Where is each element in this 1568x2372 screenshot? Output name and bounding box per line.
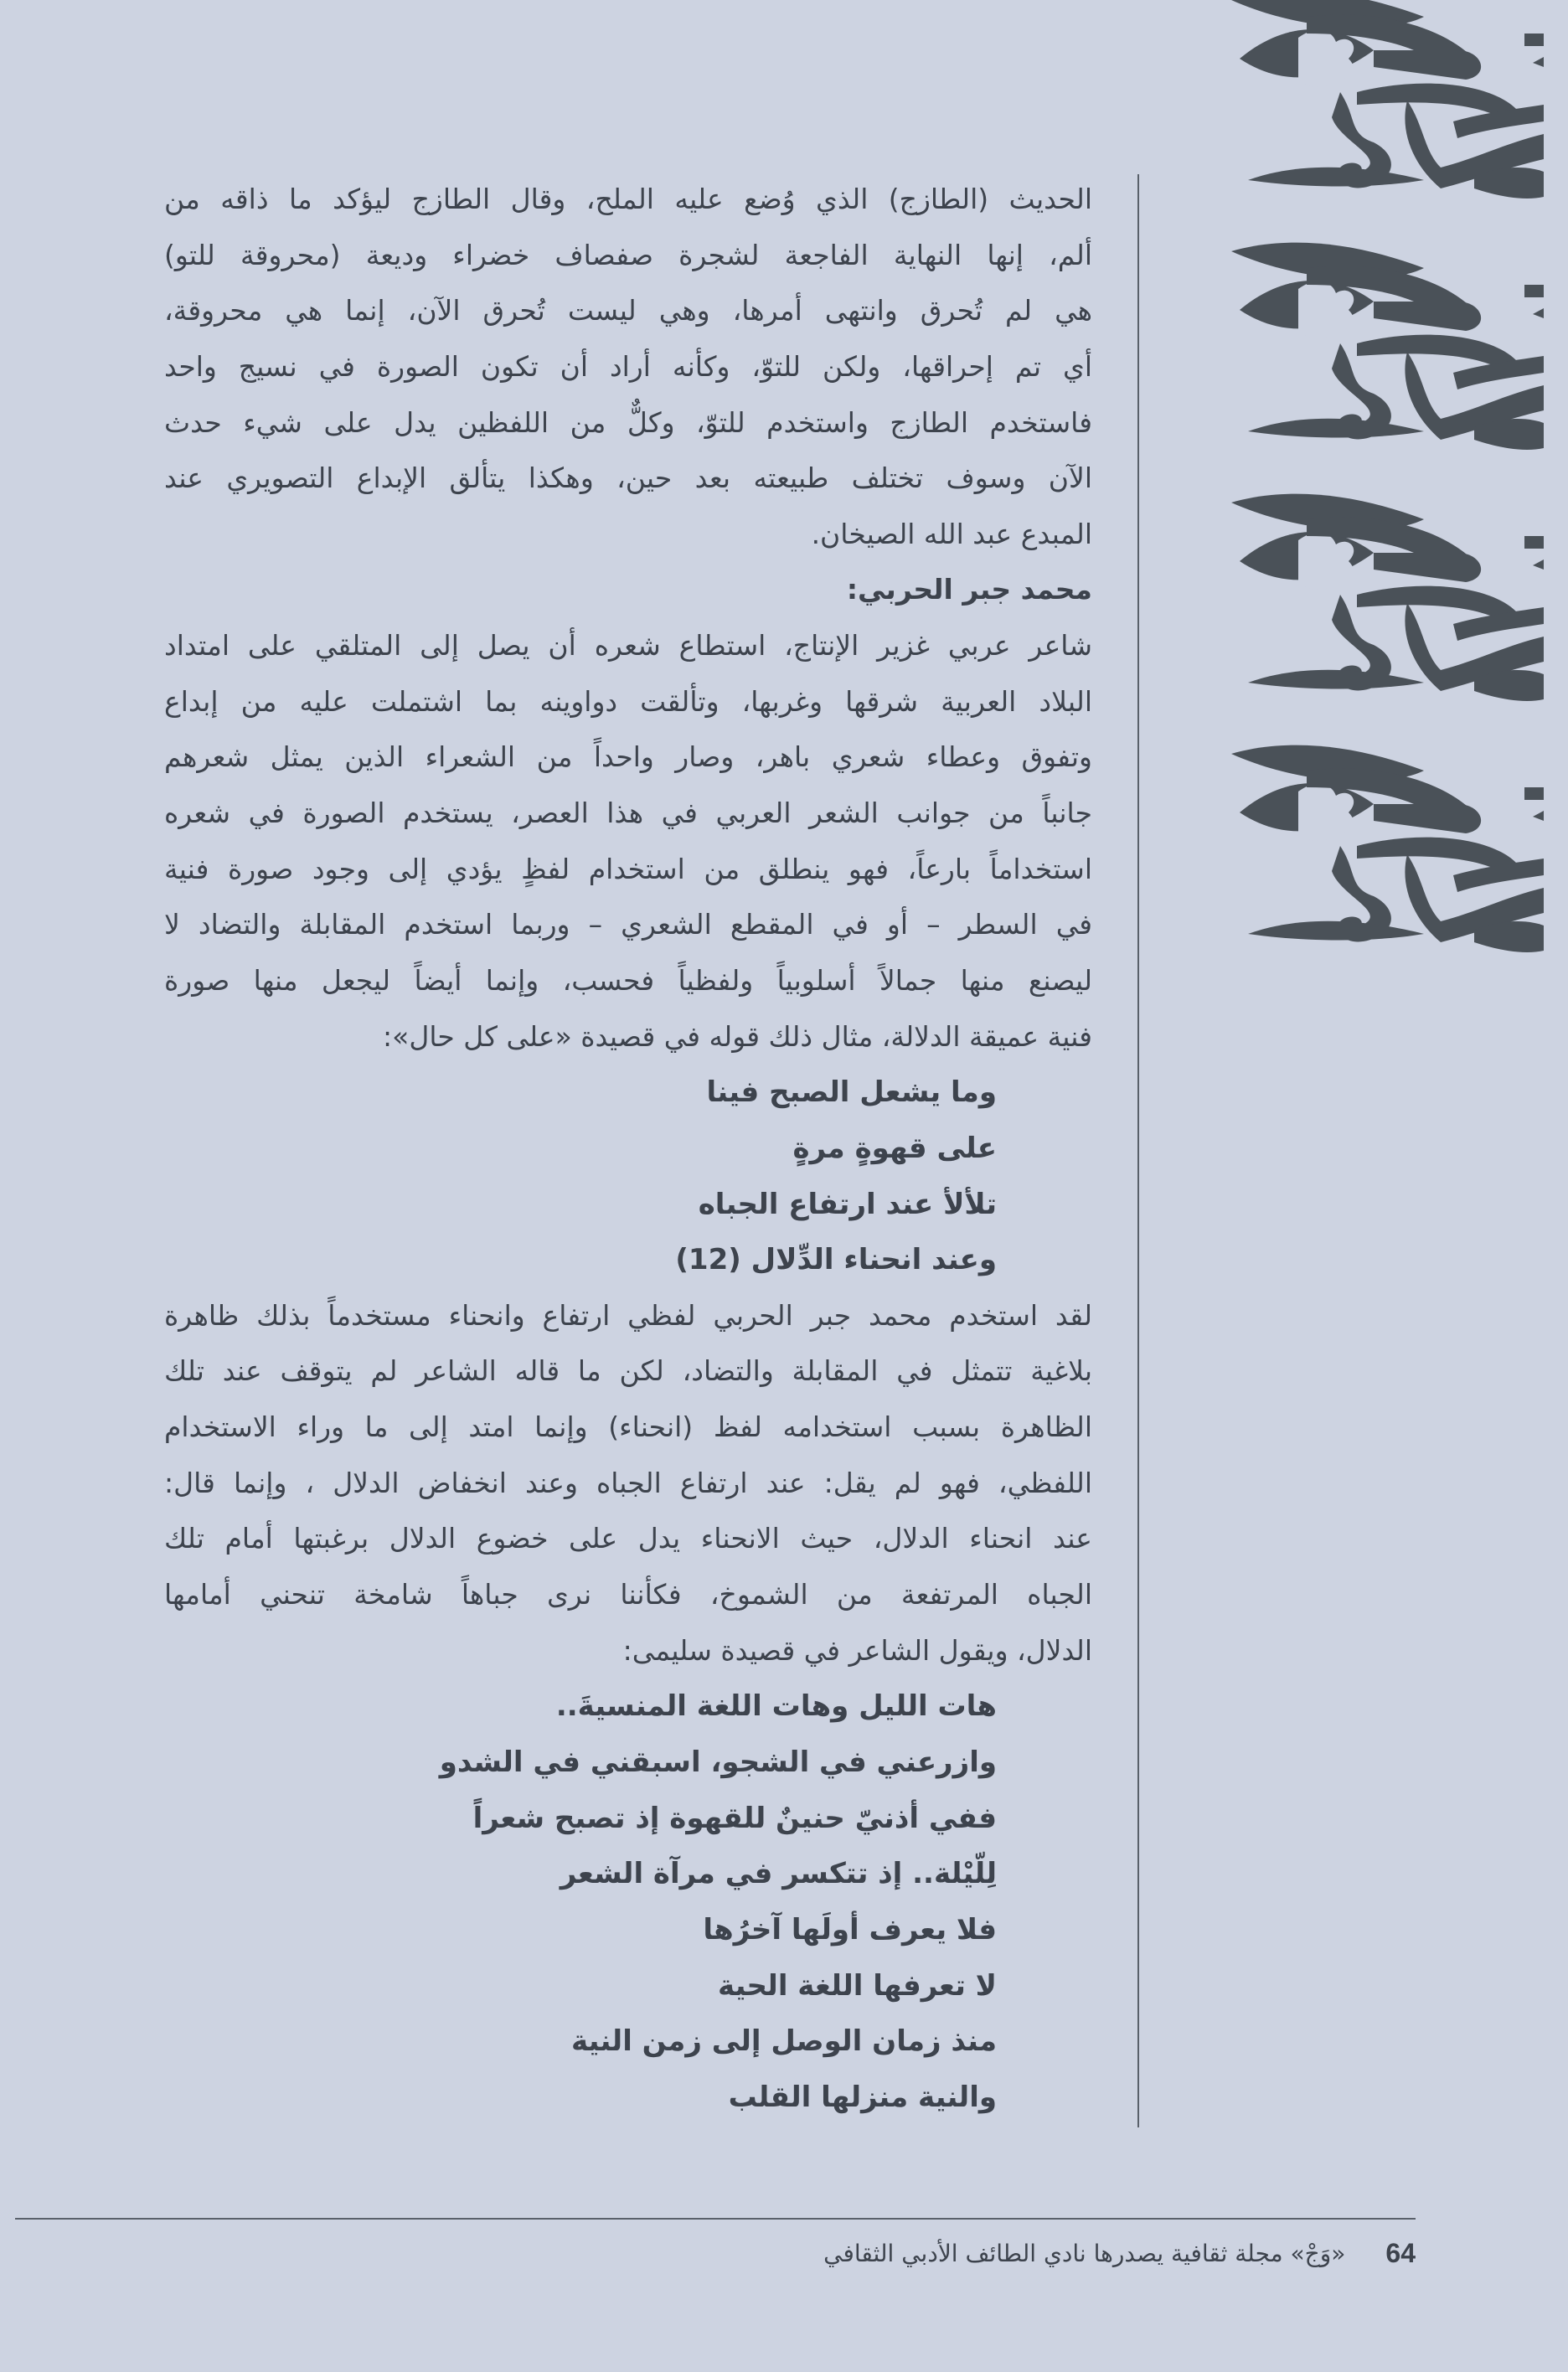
body-line: ألم، إنها النهاية الفاجعة لشجرة صفصاف خضراء وديعة (محروقة للتو) (164, 238, 1092, 271)
poem-line: منذ زمان الوصل إلى زمن النية (571, 2024, 997, 2059)
body-line: البلاد العربية شرقها وغربها، وتألقت دواوينه بما اشتملت عليه من إبداع (164, 684, 1092, 718)
poem-line: وازرعني في الشجو، اسبقني في الشدو (439, 1745, 997, 1779)
body-line: شاعر عربي غزير الإنتاج، استطاع شعره أن يصل إلى المتلقي على امتداد (164, 629, 1092, 663)
poem-line: والنية منزلها القلب (728, 2080, 997, 2114)
body-line: فنية عميقة الدلالة، مثال ذلك قوله في قصيدة «على كل حال»: (383, 1019, 1092, 1053)
poem-line: لِلّيْلة.. إذ تتكسر في مرآة الشعر (560, 1857, 997, 1891)
body-line: الجباه المرتفعة من الشموخ، فكأننا نرى جباهاً شامخة تنحني أمامها (164, 1578, 1092, 1611)
footer-divider (15, 2218, 1416, 2220)
magazine-tagline: «وَجْ» مجلة ثقافية يصدرها نادي الطائف الأدبي الثقافي (823, 2239, 1346, 2267)
body-line: جانباً من جوانب الشعر العربي في هذا العصر، يستخدم الصورة في شعره (164, 797, 1092, 830)
section-heading: محمد جبر الحربي: (846, 573, 1092, 606)
page-number: 64 (1385, 2237, 1416, 2268)
poem-line: وعند انحناء الدِّلال (12) (675, 1243, 997, 1277)
body-line: استخداماً بارعاً، فهو ينطلق من استخدام لفظٍ يؤدي إلى وجود صورة فنية (164, 852, 1092, 885)
body-line: الحديث (الطازج) الذي وُضع عليه الملح، وقال الطازج ليؤكد ما ذاقه من (164, 183, 1092, 215)
body-line: الآن وسوف تختلف طبيعته بعد حين، وهكذا يتألق الإبداع التصويري عند (164, 462, 1092, 495)
body-line: الدلال، ويقول الشاعر في قصيدة سليمى: (622, 1633, 1092, 1667)
body-line: لقد استخدم محمد جبر الحربي لفظي ارتفاع وانحناء مستخدماً بذلك ظاهرة (164, 1298, 1092, 1332)
body-line: هي لم تُحرق وانتهى أمرها، وهي ليست تُحرق الآن، إنما هي محروقة، (164, 294, 1092, 327)
body-line: عند انحناء الدلال، حيث الانحناء يدل على خضوع الدلال برغبتها أمام تلك (164, 1522, 1092, 1555)
body-line: الظاهرة بسبب استخدامه لفظ (انحناء) وإنما امتد إلى ما وراء الاستخدام (164, 1410, 1092, 1444)
arabesque-ornament (1206, 0, 1568, 1055)
poem-line: فلا يعرف أولَها آخرُها (703, 1912, 997, 1947)
column-divider (1137, 174, 1139, 2127)
poem-line: وما يشعل الصبح فينا (706, 1075, 997, 1110)
poem-line: ففي أذنيّ حنينٌ للقهوة إذ تصبح شعراً (472, 1801, 997, 1835)
poem-line: على قهوةٍ مرةٍ (792, 1131, 997, 1165)
poem-line: تلألأ عند ارتفاع الجباه (698, 1187, 997, 1221)
poem-line: هات الليل وهات اللغة المنسيةَ.. (555, 1689, 997, 1724)
body-line: فاستخدم الطازج واستخدم للتوّ، وكلٌّ من اللفظين يدل على شيء حدث (164, 405, 1092, 439)
body-line: المبدع عبد الله الصيخان. (811, 517, 1092, 550)
body-line: في السطر – أو في المقطع الشعري – وربما استخدم المقابلة والتضاد لا (164, 908, 1092, 941)
body-line: بلاغية تتمثل في المقابلة والتضاد، لكن ما قاله الشاعر لم يتوقف عند تلك (164, 1354, 1092, 1388)
article-body (164, 172, 1092, 2125)
poem-line: لا تعرفها اللغة الحية (718, 1968, 997, 2003)
page-footer (15, 2228, 1416, 2278)
body-line: ليصنع منها جمالاً أسلوبياً ولفظياً فحسب، وإنما أيضاً ليجعل منها صورة (164, 963, 1092, 997)
body-line: أي تم إحراقها، ولكن للتوّ، وكأنه أراد أن تكون الصورة في نسيج واحد (164, 349, 1092, 383)
body-line: اللفظي، فهو لم يقل: عند ارتفاع الجباه وعند انخفاض الدلال ، وإنما قال: (164, 1466, 1092, 1499)
body-line: وتفوق وعطاء شعري باهر، وصار واحداً من الشعراء الذين يمثل شعرهم (164, 740, 1092, 774)
